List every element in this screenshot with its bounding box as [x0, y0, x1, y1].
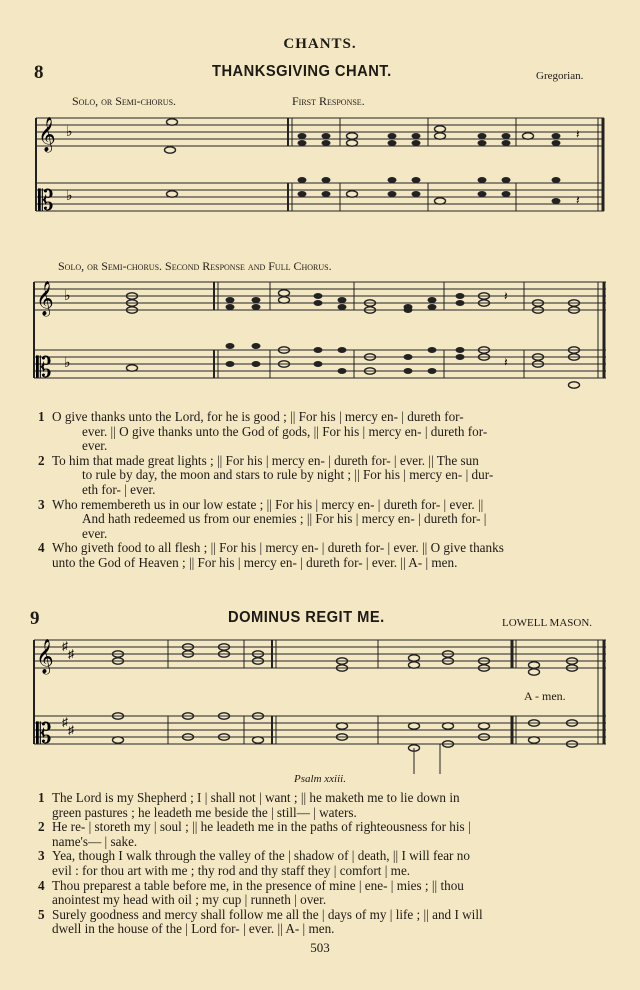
amen-label: A - men. [524, 689, 566, 703]
page-number: 503 [310, 940, 330, 955]
svg-text:♭: ♭ [66, 125, 73, 140]
chant-9-title: DOMINUS REGIT ME. [228, 609, 385, 626]
solo-label-1: Solo, or Semi-chorus. [72, 94, 177, 108]
chant-8-verses [38, 410, 608, 571]
verse-8-4: 4 Who giveth food to all flesh ; || For his | mercy en- | dureth for- | ever. || O give thanks unto the God of Heaven ; || For his | mercy en- | dureth for- | ever. || A- | men. [38, 540, 504, 570]
svg-text:𝄞: 𝄞 [36, 639, 54, 674]
svg-text:𝄡: 𝄡 [36, 351, 52, 384]
chant-9-composer: LOWELL MASON. [502, 617, 593, 629]
svg-text:♯: ♯ [62, 639, 68, 653]
chant-9-number: 9 [30, 608, 40, 629]
svg-text:♭: ♭ [64, 356, 71, 371]
svg-text:𝄞: 𝄞 [38, 117, 56, 152]
svg-text:♯: ♯ [62, 715, 68, 729]
verse-9-2: 2 He re- | storeth my | soul ; || he leadeth me in the paths of righteousness for his | name's— | sake. [38, 819, 471, 849]
chant-8-system-1 [0, 108, 640, 228]
svg-text:♯: ♯ [68, 647, 74, 661]
verse-9-5: 5 Surely goodness and mercy shall follow me all the | days of my | life ; || and I will dwell in the house of the | Lord for- | ever. || A- | men. [38, 906, 483, 937]
verse-9-4: 4 Thou preparest a table before me, in the presence of mine | ene- | mies ; || thou anointest my head with oil ; my cup | runneth | over. [38, 877, 464, 908]
chant-8-system-2 [0, 272, 640, 398]
svg-text:♭: ♭ [64, 289, 71, 304]
system-2-label: Solo, or Semi-chorus. Second Response and Full Chorus. [58, 259, 332, 273]
svg-text:𝄽: 𝄽 [504, 289, 508, 303]
chant-8-number: 8 [34, 62, 44, 83]
section-header: CHANTS. [283, 36, 357, 52]
chant-8-title: THANKSGIVING CHANT. [212, 63, 392, 80]
svg-text:𝄡: 𝄡 [38, 184, 54, 217]
svg-text:𝄽: 𝄽 [576, 127, 580, 141]
verse-9-1: 1 The Lord is my Shepherd ; I | shall not | want ; || he maketh me to lie down in green pastures ; he leadeth me beside the | still— | waters. [38, 790, 460, 820]
chant-8-composer: Gregorian. [536, 70, 584, 82]
chant-9-verses [38, 791, 608, 937]
svg-text:♯: ♯ [68, 723, 74, 737]
first-response-label: First Response. [292, 94, 365, 108]
verse-8-2: 2 To him that made great lights ; || For his | mercy en- | dureth for- | ever. || The sun to rule by day, the moon and stars to rule by night ; || For his | mercy en- | dur- eth for- | ever. [38, 452, 494, 497]
svg-text:𝄡: 𝄡 [36, 717, 52, 750]
svg-text:𝄽: 𝄽 [576, 193, 580, 207]
svg-text:𝄞: 𝄞 [36, 281, 54, 316]
verse-8-3: 3 Who remembereth us in our low estate ; || For his | mercy en- | dureth for- | ever. || And hath redeemed us from our enemies ; || For his | mercy en- | dureth for- | ever. [38, 496, 487, 541]
psalm-reference: Psalm xxiii. [294, 773, 346, 785]
svg-text:♭: ♭ [66, 189, 73, 204]
verse-8-1: 1 O give thanks unto the Lord, for he is good ; || For his | mercy en- | dureth for- ever. || O give thanks unto the God of gods, || For his | mercy en- | dureth for- ever. [38, 409, 488, 454]
svg-text:𝄽: 𝄽 [504, 355, 508, 369]
verse-9-3: 3 Yea, though I walk through the valley of the | shadow of | death, || I will fear no evil : for thou art with me ; thy rod and thy staff they | comfort | me. [38, 848, 470, 878]
